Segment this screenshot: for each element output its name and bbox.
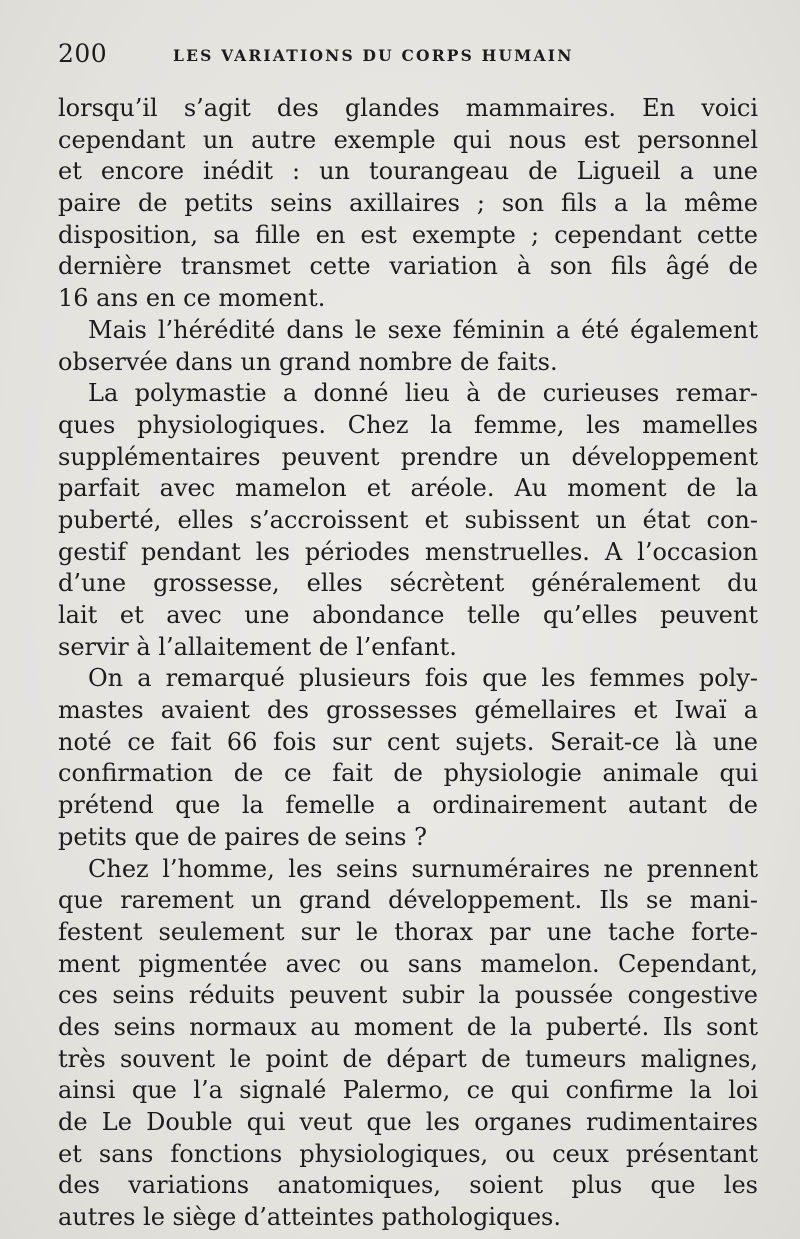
- text-line: La polymastie a donné lieu à de curieuses remar-: [88, 379, 758, 408]
- body-text: [58, 93, 758, 1234]
- text-line: ainsi que l’a signalé Palermo, ce qui confirme la loi: [58, 1076, 758, 1105]
- paragraph: [58, 854, 758, 1234]
- text-line: d’une grossesse, elles sécrètent généralement du: [58, 569, 758, 598]
- text-line: noté ce fait 66 fois sur cent sujets. Serait-ce là une: [58, 727, 758, 756]
- text-line: gestif pendant les périodes menstruelles. A l’occasion: [58, 537, 758, 566]
- text-line: ques physiologiques. Chez la femme, les mamelles: [58, 410, 758, 439]
- text-line: mastes avaient des grossesses gémellaires et Iwaï a: [58, 696, 758, 725]
- paragraph: [58, 663, 758, 853]
- text-line: puberté, elles s’accroissent et subissent un état con-: [58, 505, 758, 534]
- text-line: lait et avec une abondance telle qu’elles peuvent: [58, 601, 758, 629]
- text-line: festent seulement sur le thorax par une tache forte-: [58, 917, 758, 946]
- text-line: des variations anatomiques, soient plus que les: [58, 1171, 758, 1200]
- text-line: parfait avec mamelon et aréole. Au moment de la: [58, 474, 758, 503]
- running-head: LES VARIATIONS DU CORPS HUMAIN: [173, 46, 574, 65]
- page-header: [58, 36, 758, 72]
- paragraph: [58, 378, 758, 663]
- text-line: autres le siège d’atteintes pathologiques.: [58, 1203, 562, 1232]
- text-line: ment pigmentée avec ou sans mamelon. Cependant,: [58, 949, 758, 978]
- paragraph: [58, 93, 758, 315]
- text-line: Mais l’hérédité dans le sexe féminin a été également: [88, 315, 758, 344]
- text-line: de Le Double qui veut que les organes rudimentaires: [58, 1108, 758, 1136]
- text-line: et encore inédit : un tourangeau de Ligueil a une: [58, 157, 758, 186]
- text-line: très souvent le point de départ de tumeurs malignes,: [58, 1044, 758, 1073]
- text-line: que rarement un grand développement. Ils se mani-: [58, 886, 758, 915]
- text-line: et sans fonctions physiologiques, ou ceux présentant: [58, 1139, 758, 1168]
- text-line: cependant un autre exemple qui nous est personnel: [58, 125, 758, 154]
- text-line: ces seins réduits peuvent subir la poussée congestive: [58, 981, 758, 1010]
- text-line: supplémentaires peuvent prendre un développement: [58, 442, 758, 471]
- text-line: disposition, sa fille en est exempte ; cependant cette: [58, 220, 758, 249]
- text-line: paire de petits seins axillaires ; son fils a la même: [58, 189, 758, 218]
- page-number: 200: [58, 39, 108, 68]
- text-line: 16 ans en ce moment.: [58, 284, 326, 313]
- text-line: Chez l’homme, les seins surnuméraires ne prennent: [88, 854, 758, 883]
- text-line: dernière transmet cette variation à son fils âgé de: [58, 252, 758, 281]
- text-line: servir à l’allaitement de l’enfant.: [58, 632, 457, 661]
- text-line: confirmation de ce fait de physiologie animale qui: [58, 759, 758, 788]
- text-line: lorsqu’il s’agit des glandes mammaires. En voici: [58, 94, 758, 122]
- text-line: On a remarqué plusieurs fois que les femmes poly-: [88, 664, 758, 693]
- paragraph: [58, 315, 758, 378]
- text-line: des seins normaux au moment de la puberté. Ils sont: [58, 1012, 758, 1041]
- text-line: prétend que la femelle a ordinairement autant de: [58, 791, 758, 820]
- text-line: observée dans un grand nombre de faits.: [58, 347, 558, 376]
- text-line: petits que de paires de seins ?: [58, 822, 427, 851]
